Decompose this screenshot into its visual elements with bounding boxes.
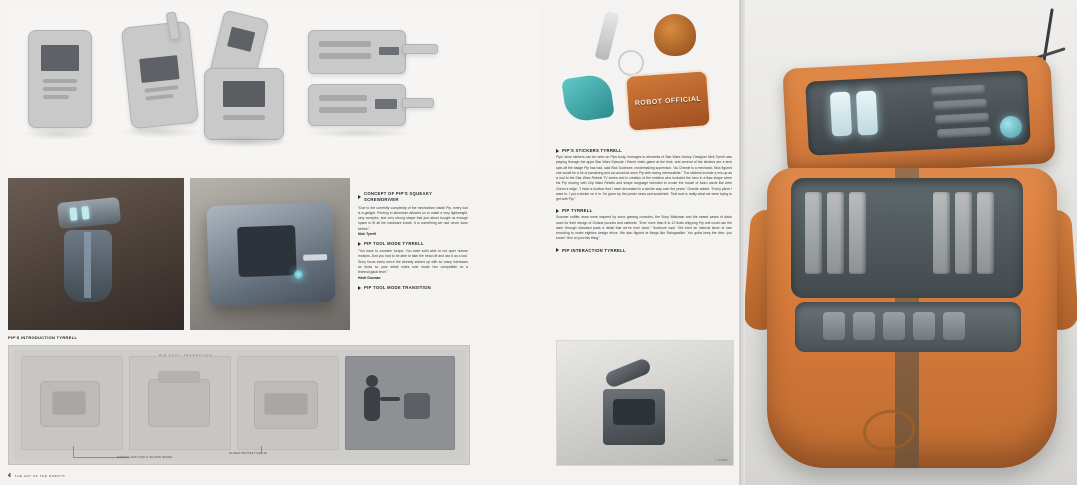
storyboard-cell bbox=[129, 356, 231, 450]
screwdriver-hero-render bbox=[190, 178, 350, 330]
pip-body-stripe bbox=[84, 232, 91, 298]
sketch-thumb bbox=[28, 30, 92, 128]
storyboard-strip bbox=[8, 345, 470, 465]
control-button bbox=[943, 312, 965, 340]
teal-leaf-badge bbox=[561, 73, 615, 123]
pip-eye-left bbox=[69, 207, 77, 221]
human-arm bbox=[380, 397, 400, 401]
page-footer bbox=[8, 473, 65, 479]
article-heading-row bbox=[556, 148, 732, 153]
robot-silhouette bbox=[404, 393, 430, 419]
pip-head bbox=[57, 197, 121, 229]
sketch-shadow bbox=[200, 136, 290, 148]
caption-signature: Nick Tyrrell bbox=[358, 231, 377, 236]
chest-tool-slot bbox=[955, 192, 972, 274]
storyboard-cell bbox=[237, 356, 339, 450]
control-button bbox=[913, 312, 935, 340]
storyboard-inner bbox=[13, 350, 465, 460]
article-heading: PIP'S STICKERS TYRRELL bbox=[562, 148, 622, 153]
page-number: 4 bbox=[8, 473, 11, 479]
human-silhouette bbox=[364, 387, 380, 421]
article-column bbox=[556, 148, 732, 255]
screwdriver-body bbox=[206, 202, 335, 306]
pip-eye-right bbox=[81, 206, 89, 220]
caption-heading-row bbox=[358, 285, 468, 291]
article-heading: PIP TYRRELL bbox=[562, 208, 593, 214]
tool-bit-housing bbox=[613, 399, 655, 425]
chest-tool-slot bbox=[849, 192, 866, 274]
triangle-bullet-icon bbox=[358, 286, 361, 290]
caption-heading: PIP TOOL MODE TRANSITION bbox=[364, 284, 431, 290]
robot-official-patch bbox=[624, 69, 712, 133]
pip-orange-robot-hero-render bbox=[745, 0, 1077, 485]
control-button bbox=[883, 312, 905, 340]
chest-tool-slot bbox=[827, 192, 844, 274]
triangle-bullet-icon bbox=[358, 242, 361, 246]
storyboard-annotation: SLIDES PROTECTIVE LID bbox=[229, 451, 267, 455]
screwdriver-tip bbox=[303, 254, 327, 261]
patch-label: ROBOT OFFICIAL bbox=[634, 95, 702, 107]
storyboard-cell-silhouette bbox=[345, 356, 455, 450]
sketch-tip bbox=[402, 98, 434, 108]
caption-heading: CONCEPT OF PIP'S SQUEAKY SCREWDRIVER bbox=[364, 191, 433, 203]
metal-ring-badge bbox=[618, 50, 644, 76]
sketch-thumb bbox=[308, 84, 406, 126]
indicator-light-icon bbox=[294, 270, 303, 279]
triangle-bullet-icon bbox=[556, 248, 559, 252]
robot-eye-right bbox=[856, 91, 878, 136]
sketch-shadow bbox=[304, 128, 414, 138]
pip-open-hatch-render bbox=[556, 340, 734, 466]
sketch-strip bbox=[8, 6, 538, 166]
caption-heading-row bbox=[358, 191, 468, 204]
section-label-pips-introduction: PIP'S INTRODUCTION TYRRELL bbox=[8, 335, 78, 340]
storyboard-cell bbox=[21, 356, 123, 450]
hatch-lid bbox=[604, 357, 653, 389]
storyboard-annotation: HANDLE AND TOOLS SHOWN INSIDE bbox=[117, 455, 173, 459]
caption-heading-row bbox=[358, 241, 468, 247]
chest-tool-slot bbox=[933, 192, 950, 274]
caption-body: “You have to consider torque. You want solid able to not open human motions. And you had to be able to take the head off and use it as a tool. Story focus every mech the already started up with so many interfaces as tricks so your detail notes ever made him compatible on a technological level.” bbox=[358, 249, 468, 275]
chest-tool-slot bbox=[805, 192, 822, 274]
triangle-bullet-icon bbox=[358, 195, 361, 199]
caption-body: “Due to the currently complexity of the mechanism inside Pip, every tool is a gadget. Printing in aluminum allowed us to make a very lightweight, very complex, and very strong shape that just about bought us enough space to fit all the hardware inside. It is something we had never done before.” bbox=[358, 205, 468, 231]
caption-signature: Heidi Guzman bbox=[358, 275, 381, 280]
fox-head-badge bbox=[654, 14, 696, 56]
article-body: Pips' store stickers can be seen on Pips body, homages to elements of Star Wars history. Designer Nick Tyrrell was playing through the apps Star Wars Episode I Racer video game at the time, and several of the stickers are a tech spin-off the badge Pip has had, said Rick Sudmore, modelmaking supervisor. “As Chewie is a mechanic, Nick figured she would be a lot of pandering and as-would-be-seen Pip with racing memorabilia.” The stickers include a mix-up as a nod to the Star Wars Rebels TV series and is creation of the emblem who included the hero in a flaw shape when his Pip moving with Clip Wars Rebels and shape language intended to evoke the model of Astro cards like Artie Gonzo's edge. “I have a toolbox that I have decorated in a similar way over the years,” Granite added. “Every piece I want to. I put a sticker on it in. I'm given by the poster news and scratched. That look is really what we were trying to get with Pip.” bbox=[556, 155, 732, 202]
triangle-bullet-icon bbox=[556, 149, 559, 153]
sketch-thumb bbox=[204, 68, 284, 140]
article-heading: PIP INTERACTION TYRRELL bbox=[562, 247, 626, 253]
triangle-bullet-icon bbox=[556, 209, 559, 213]
sketch-shadow bbox=[120, 126, 200, 138]
article-heading-row bbox=[556, 208, 732, 213]
sketch-thumb bbox=[308, 30, 406, 74]
robot-eye-left bbox=[830, 92, 852, 137]
article-heading-row bbox=[556, 248, 732, 253]
chrome-tool-badge bbox=[594, 11, 619, 61]
book-title: THE ART OF THE ROBOTS bbox=[14, 474, 66, 478]
caption-heading: PIP TOOL MODE TYRRELL bbox=[364, 240, 424, 246]
right-page bbox=[745, 0, 1077, 485]
caption-column bbox=[358, 186, 468, 291]
pip-figure bbox=[54, 200, 124, 320]
chest-tool-slot bbox=[977, 192, 994, 274]
photo-credit: © TYRRELL bbox=[714, 459, 729, 462]
control-button bbox=[853, 312, 875, 340]
screwdriver-bit-housing bbox=[237, 225, 297, 277]
sketch-tip bbox=[402, 44, 438, 54]
blue-indicator-light-icon bbox=[1000, 116, 1022, 138]
pip-environment-render bbox=[8, 178, 184, 330]
control-button bbox=[823, 312, 845, 340]
sketch-shadow bbox=[22, 128, 98, 140]
sketch-thumb bbox=[121, 21, 199, 130]
sticker-badges-group bbox=[556, 10, 736, 140]
human-head bbox=[366, 375, 378, 387]
article-body: Scanner outfits: team were inspired by sonic gaming consoles, the Sony Walkman and the raised cases of disks used for their design of Octane puzzles and cabinets. “Ever more than 8 to 12 thats shipping Pip unit could use the laser through standard pads a detail that we've ever done,” Sudmore said. “We tried an internal sliver of rare encoding to make eighties design ethos. We also figured at things like Swingwalkie. You gotta keep the dive, you know? Him on just this thing.” bbox=[556, 215, 732, 241]
